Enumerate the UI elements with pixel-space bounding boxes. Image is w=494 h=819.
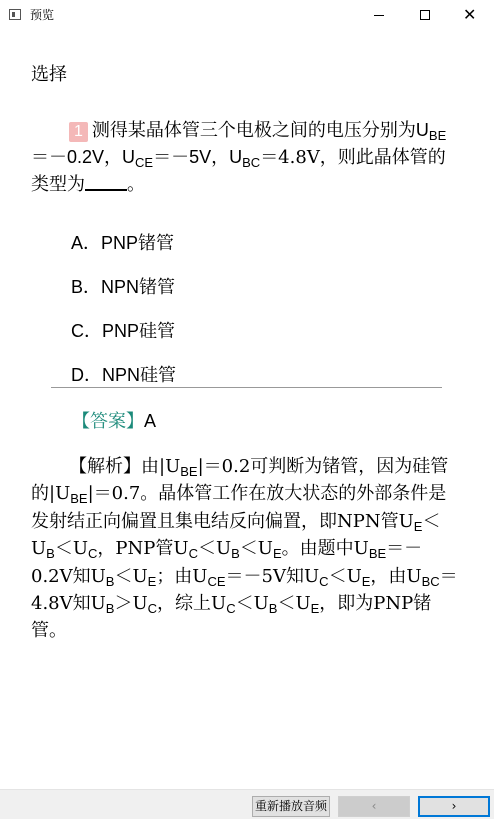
- bottom-toolbar: [0, 789, 494, 819]
- previous-button[interactable]: [338, 796, 410, 817]
- close-button[interactable]: [448, 0, 494, 31]
- option-d[interactable]: D．NPN硅管: [71, 365, 177, 386]
- chevron-left-icon: ‹: [371, 799, 377, 813]
- analysis-text: 【解析】由$|U_{BE}|=0.2$可判断为锗管，因为硅管的$|U_{BE}|=0.7$。晶体管工作在放大状态的外部条件是发射结正向偏置且集电结反向偏置，即NPN管$U_E<U_B<U_C$，PNP管$U_C<U_B<U_E$。由题中$U_{BE}=-0.2V$知$U_B<U_E$；由$U_{CE}=-5V$知$U_C<U_E$，由$U_{BC}=4.8V$知$U_B>U_C$，综上$U_C<U_B<U_E$，即为PNP锗管。: [31, 456, 458, 642]
- close-icon: ✕: [463, 5, 477, 24]
- option-c[interactable]: C．PNP硅管: [71, 321, 176, 342]
- window-icon: [9, 9, 21, 20]
- maximize-button[interactable]: [402, 0, 448, 31]
- answer-line: [72, 409, 156, 434]
- maximize-icon: [420, 10, 430, 20]
- minimize-button[interactable]: [356, 0, 402, 31]
- divider: [51, 387, 442, 388]
- chevron-right-icon: ›: [451, 799, 457, 813]
- title-bar: [0, 0, 494, 31]
- analysis-label: 【解析】: [69, 456, 141, 477]
- answer-value: A: [144, 411, 157, 431]
- window-title: 预览: [30, 8, 55, 22]
- content-area: [0, 31, 494, 789]
- question-number-badge: 1: [69, 122, 88, 142]
- option-b[interactable]: B．NPN锗管: [71, 277, 176, 298]
- replay-audio-button[interactable]: 重新播放音频: [252, 796, 330, 817]
- option-a[interactable]: A．PNP锗管: [71, 233, 175, 254]
- question-text: 1 测得某晶体管三个电极之间的电压分别为$U_{BE}=-0.2V$，$U_{CE}=-5V$，$U_{BC}=4.8V$，则此晶体管的类型为 。: [31, 120, 447, 195]
- minimize-icon: [374, 15, 384, 16]
- next-button[interactable]: [418, 796, 490, 817]
- question-stem: 测得某晶体管三个电极之间的电压分别为: [91, 120, 416, 141]
- answer-label: 【答案】: [72, 411, 144, 432]
- answer-blank: [85, 173, 127, 191]
- section-title: 选择: [31, 64, 67, 85]
